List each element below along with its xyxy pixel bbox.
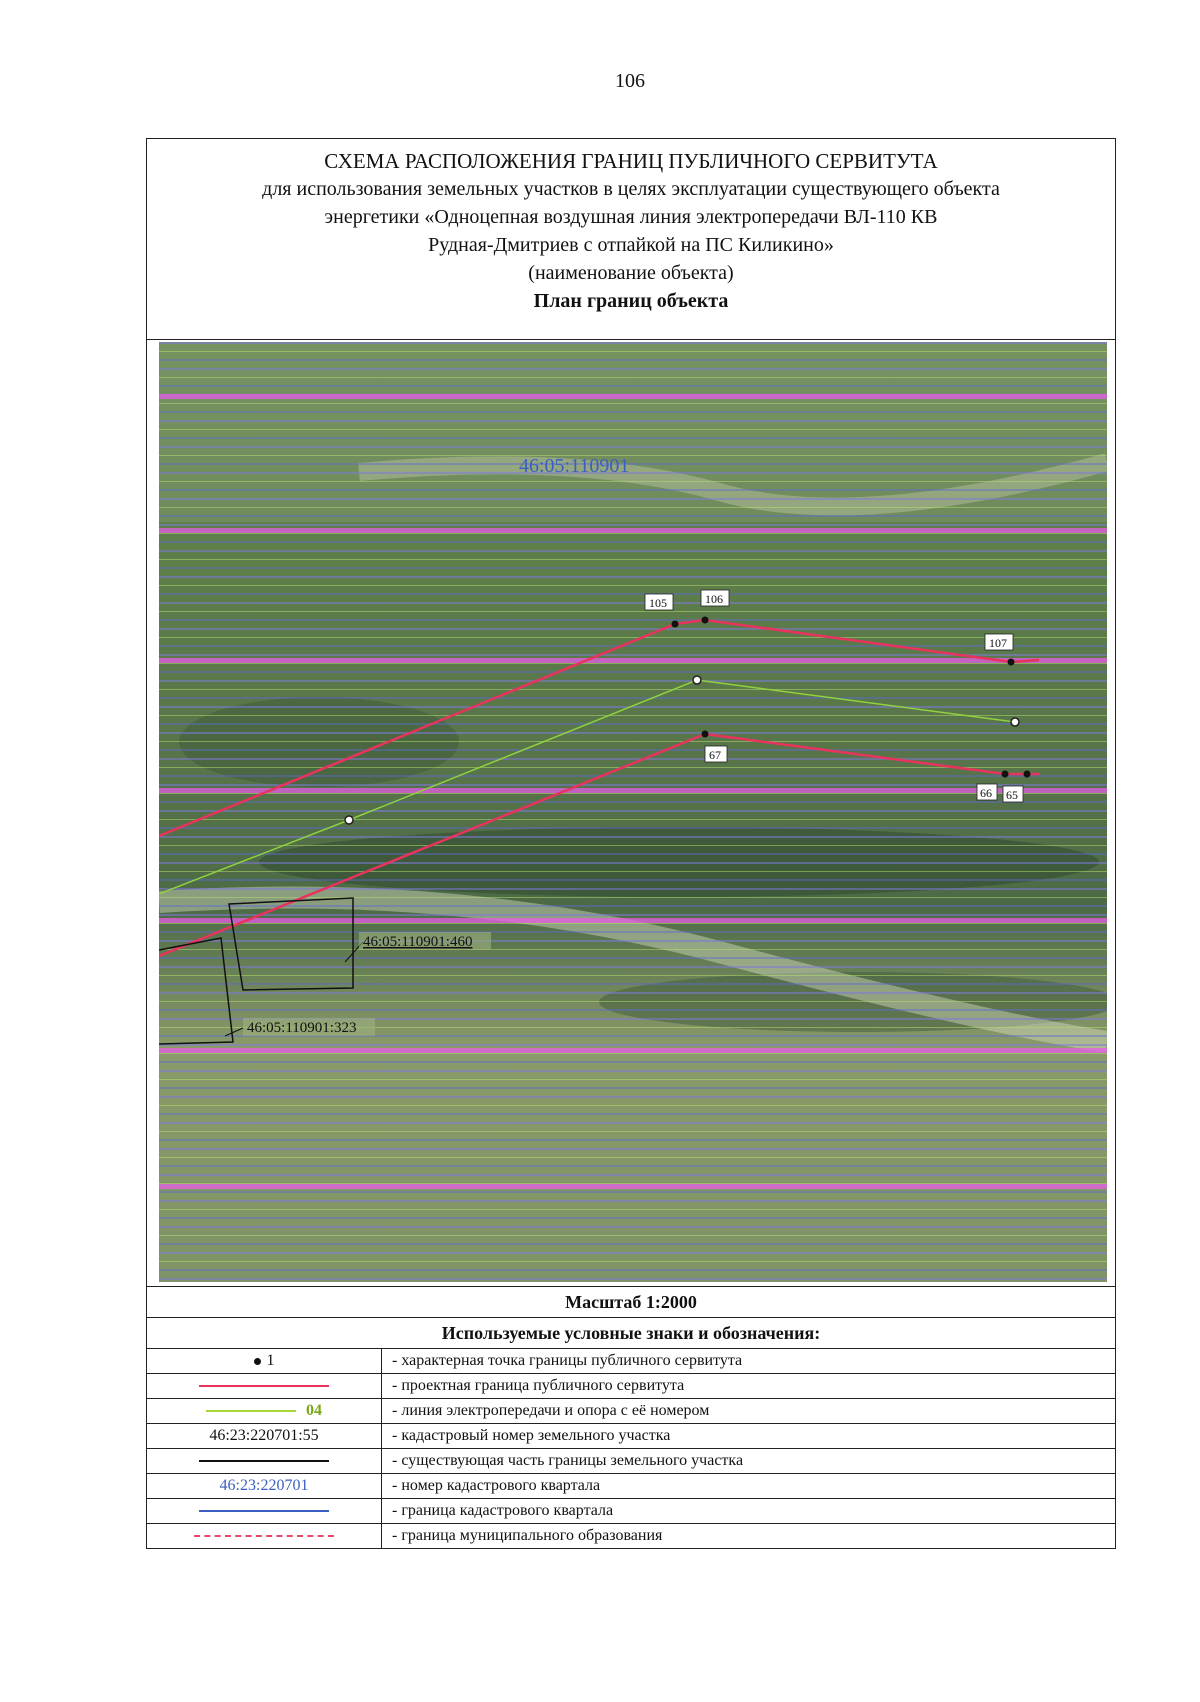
power-pole: [1011, 718, 1019, 726]
map-scale: Масштаб 1:2000: [147, 1287, 1116, 1318]
point-label-106: 106: [705, 592, 723, 606]
boundary-point-66: [1002, 771, 1009, 778]
municipal-boundary-symbol: [194, 1535, 334, 1537]
boundary-point-107: [1008, 659, 1015, 666]
legend-row: [147, 1374, 1116, 1399]
map-frame: [146, 338, 1116, 1286]
servitude-boundary-symbol: [199, 1385, 329, 1387]
legend-row: [147, 1424, 1116, 1449]
legend-row: [147, 1349, 1116, 1374]
legend-description: - граница муниципального образования: [382, 1524, 1116, 1549]
legend-row: [147, 1499, 1116, 1524]
legend-row: [147, 1474, 1116, 1499]
title-block: [146, 138, 1116, 340]
scheme-title: СХЕМА РАСПОЛОЖЕНИЯ ГРАНИЦ ПУБЛИЧНОГО СЕРВИТУТА: [324, 149, 938, 173]
scheme-subtitle-line-3: Рудная-Дмитриев с отпайкой на ПС Киликино»: [428, 234, 834, 256]
boundary-point-105: [672, 621, 679, 628]
page-number: 106: [615, 70, 645, 92]
boundary-point-106: [702, 617, 709, 624]
point-label-105: 105: [649, 596, 667, 610]
legend-description: - граница кадастрового квартала: [382, 1499, 1116, 1524]
legend-caption: Используемые условные знаки и обозначения:: [147, 1318, 1116, 1349]
legend-description: - существующая часть границы земельного участка: [382, 1449, 1116, 1474]
legend-description: - линия электропередачи и опора с её номером: [382, 1399, 1116, 1424]
quarter-number-symbol: 46:23:220701: [147, 1474, 382, 1499]
boundary-point-65: [1024, 771, 1031, 778]
legend-row: [147, 1399, 1116, 1424]
cadastral-quarter-label: 46:05:110901: [519, 455, 630, 477]
scan-overlay: [159, 342, 1107, 1282]
parcel-323-label: 46:05:110901:323: [247, 1020, 357, 1036]
legend-row: [147, 1449, 1116, 1474]
object-name-caption: (наименование объекта): [528, 262, 734, 284]
legend-description: - кадастровый номер земельного участка: [382, 1424, 1116, 1449]
point-label-65: 65: [1006, 788, 1018, 802]
power-pole: [345, 816, 353, 824]
legend-table: [146, 1286, 1116, 1549]
power-pole: [693, 676, 701, 684]
parcel-boundary-symbol: [199, 1460, 329, 1462]
satellite-map: [159, 342, 1107, 1282]
legend-description: - номер кадастрового квартала: [382, 1474, 1116, 1499]
plan-title: План границ объекта: [533, 290, 729, 312]
parcel-number-symbol: 46:23:220701:55: [147, 1424, 382, 1449]
scheme-subtitle-line-1: для использования земельных участков в целях эксплуатации существующего объекта: [262, 178, 1000, 200]
legend-description: - проектная граница публичного сервитута: [382, 1374, 1116, 1399]
point-label-107: 107: [989, 636, 1007, 650]
parcel-460-label: 46:05:110901:460: [363, 934, 473, 950]
power-pole-symbol: 04: [306, 1402, 322, 1419]
quarter-boundary-symbol: [199, 1510, 329, 1512]
scheme-subtitle-line-2: энергетики «Одноцепная воздушная линия электропередачи ВЛ-110 КВ: [324, 206, 938, 228]
legend-symbol-text: 1: [266, 1352, 275, 1369]
legend-description: - характерная точка границы публичного сервитута: [382, 1349, 1116, 1374]
boundary-point-67: [702, 731, 709, 738]
boundary-point-symbol: [254, 1358, 261, 1365]
legend-row: [147, 1524, 1116, 1549]
point-label-66: 66: [980, 786, 992, 800]
scheme-sheet: [146, 138, 1116, 1544]
power-line-symbol: [206, 1410, 296, 1412]
point-label-67: 67: [709, 748, 721, 762]
